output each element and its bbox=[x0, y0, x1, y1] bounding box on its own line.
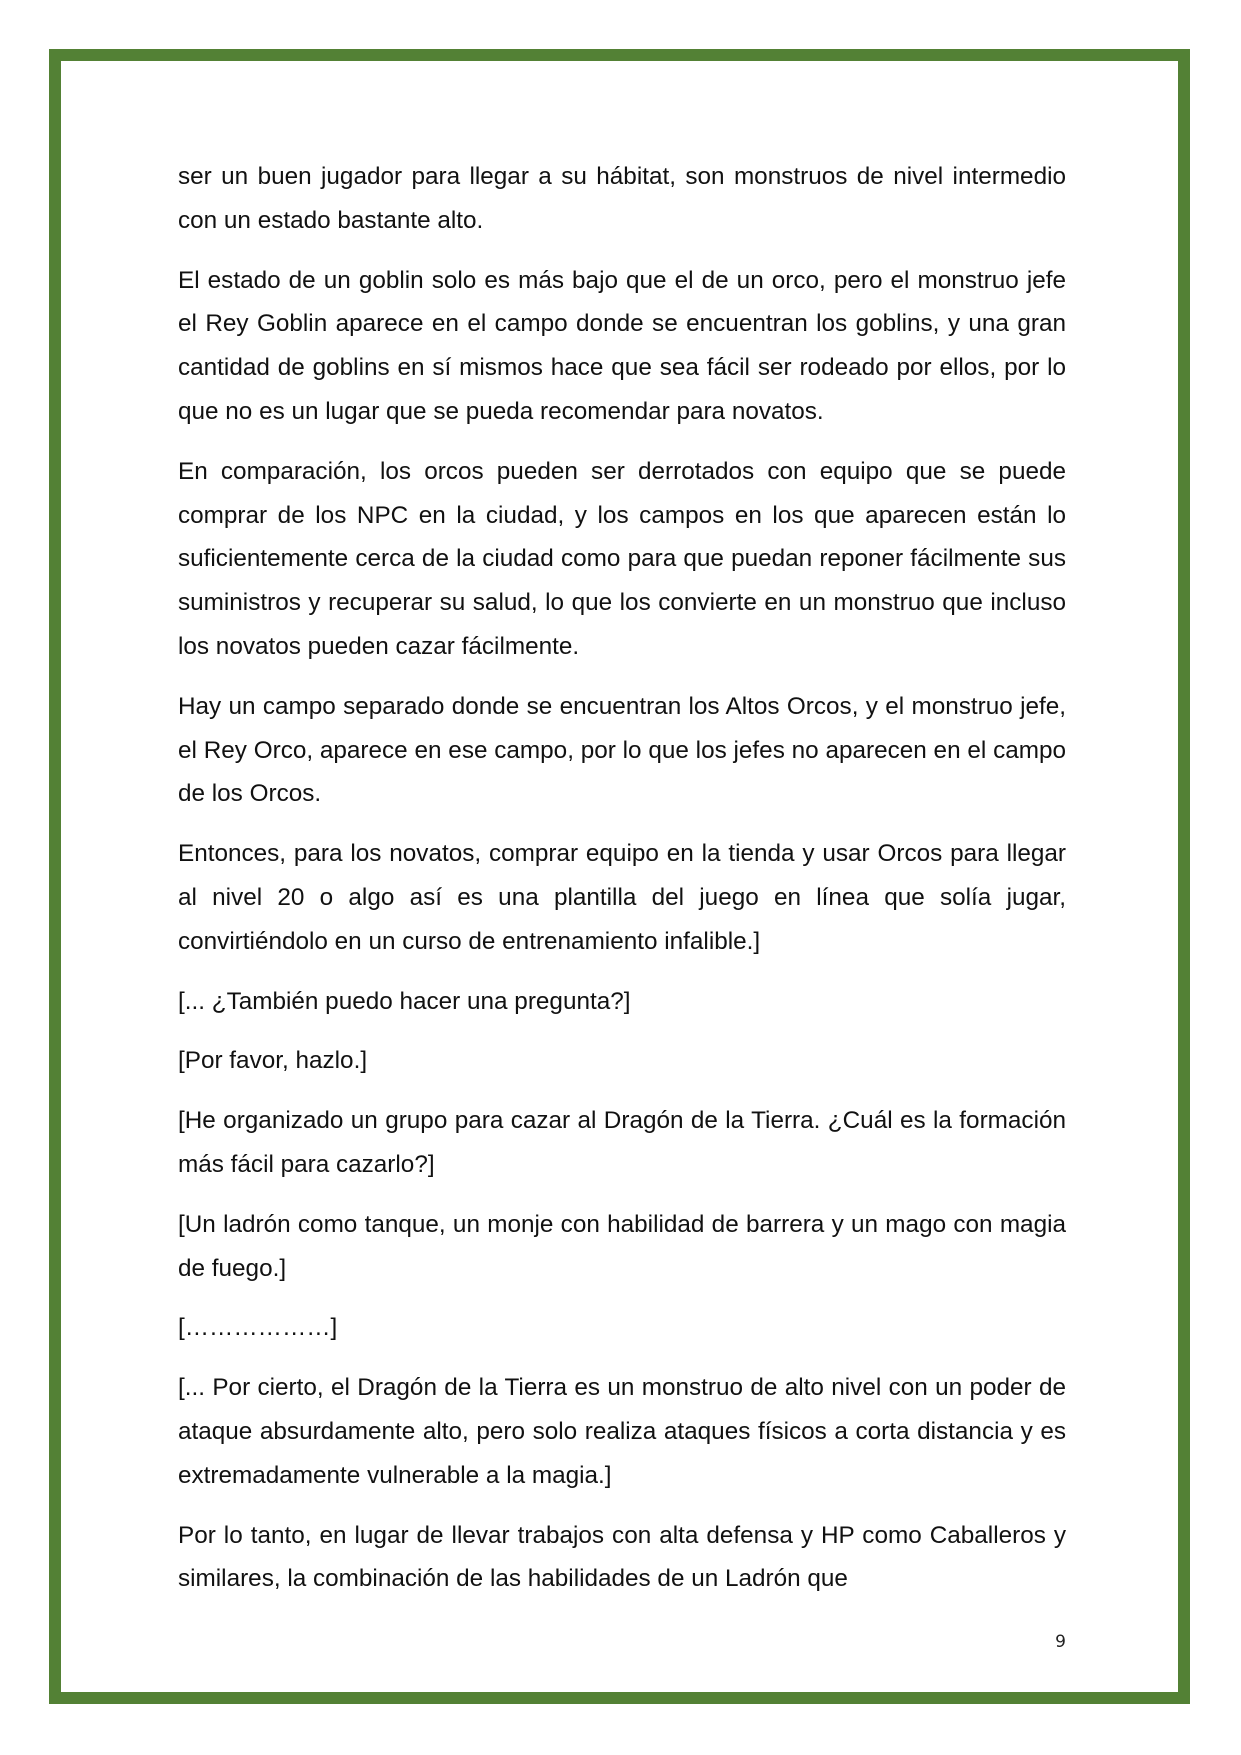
paragraph: El estado de un goblin solo es más bajo que el de un orco, pero el monstruo jefe el Rey Goblin aparece en el campo donde se encuentran los goblins, y una gran cantidad de goblins en sí mismos hace que sea fácil ser rodeado por ellos, por lo que no es un lugar que se pueda recomendar para novatos. bbox=[178, 266, 1066, 425]
dialogue-line: [………………] bbox=[178, 1314, 338, 1342]
dialogue-line: [... ¿También puedo hacer una pregunta?] bbox=[178, 987, 631, 1015]
paragraph: ser un buen jugador para llegar a su hábitat, son monstruos de nivel intermedio con un estado bastante alto. bbox=[178, 163, 1066, 234]
dialogue-line: [Un ladrón como tanque, un monje con habilidad de barrera y un mago con magia de fuego.] bbox=[178, 1210, 1066, 1282]
page-number: 9 bbox=[1055, 1632, 1066, 1652]
body-text bbox=[178, 155, 1066, 1617]
paragraph: Entonces, para los novatos, comprar equipo en la tienda y usar Orcos para llegar al nivel 20 o algo así es una plantilla del juego en línea que solía jugar, convirtiéndolo en un curso de entrenamiento infalible.] bbox=[178, 840, 1066, 955]
dialogue-line: [... Por cierto, el Dragón de la Tierra es un monstruo de alto nivel con un poder de ataque absurdamente alto, pero solo realiza ataques físicos a corta distancia y es extremadamente vulnerable a la magia.] bbox=[178, 1374, 1066, 1489]
dialogue-line: [He organizado un grupo para cazar al Dragón de la Tierra. ¿Cuál es la formación más fácil para cazarlo?] bbox=[178, 1107, 1066, 1178]
paragraph: Hay un campo separado donde se encuentran los Altos Orcos, y el monstruo jefe, el Rey Orco, aparece en ese campo, por lo que los jefes no aparecen en el campo de los Orcos. bbox=[178, 692, 1066, 808]
paragraph: En comparación, los orcos pueden ser derrotados con equipo que se puede comprar de los NPC en la ciudad, y los campos en los que aparecen están lo suficientemente cerca de la ciudad como para que puedan reponer fácilmente sus suministros y recuperar su salud, lo que los convierte en un monstruo que incluso los novatos pueden cazar fácilmente. bbox=[178, 457, 1066, 660]
dialogue-line: [Por favor, hazlo.] bbox=[178, 1047, 368, 1075]
paragraph: Por lo tanto, en lugar de llevar trabajos con alta defensa y HP como Caballeros y similares, la combinación de las habilidades de un Ladrón que bbox=[178, 1521, 1066, 1593]
